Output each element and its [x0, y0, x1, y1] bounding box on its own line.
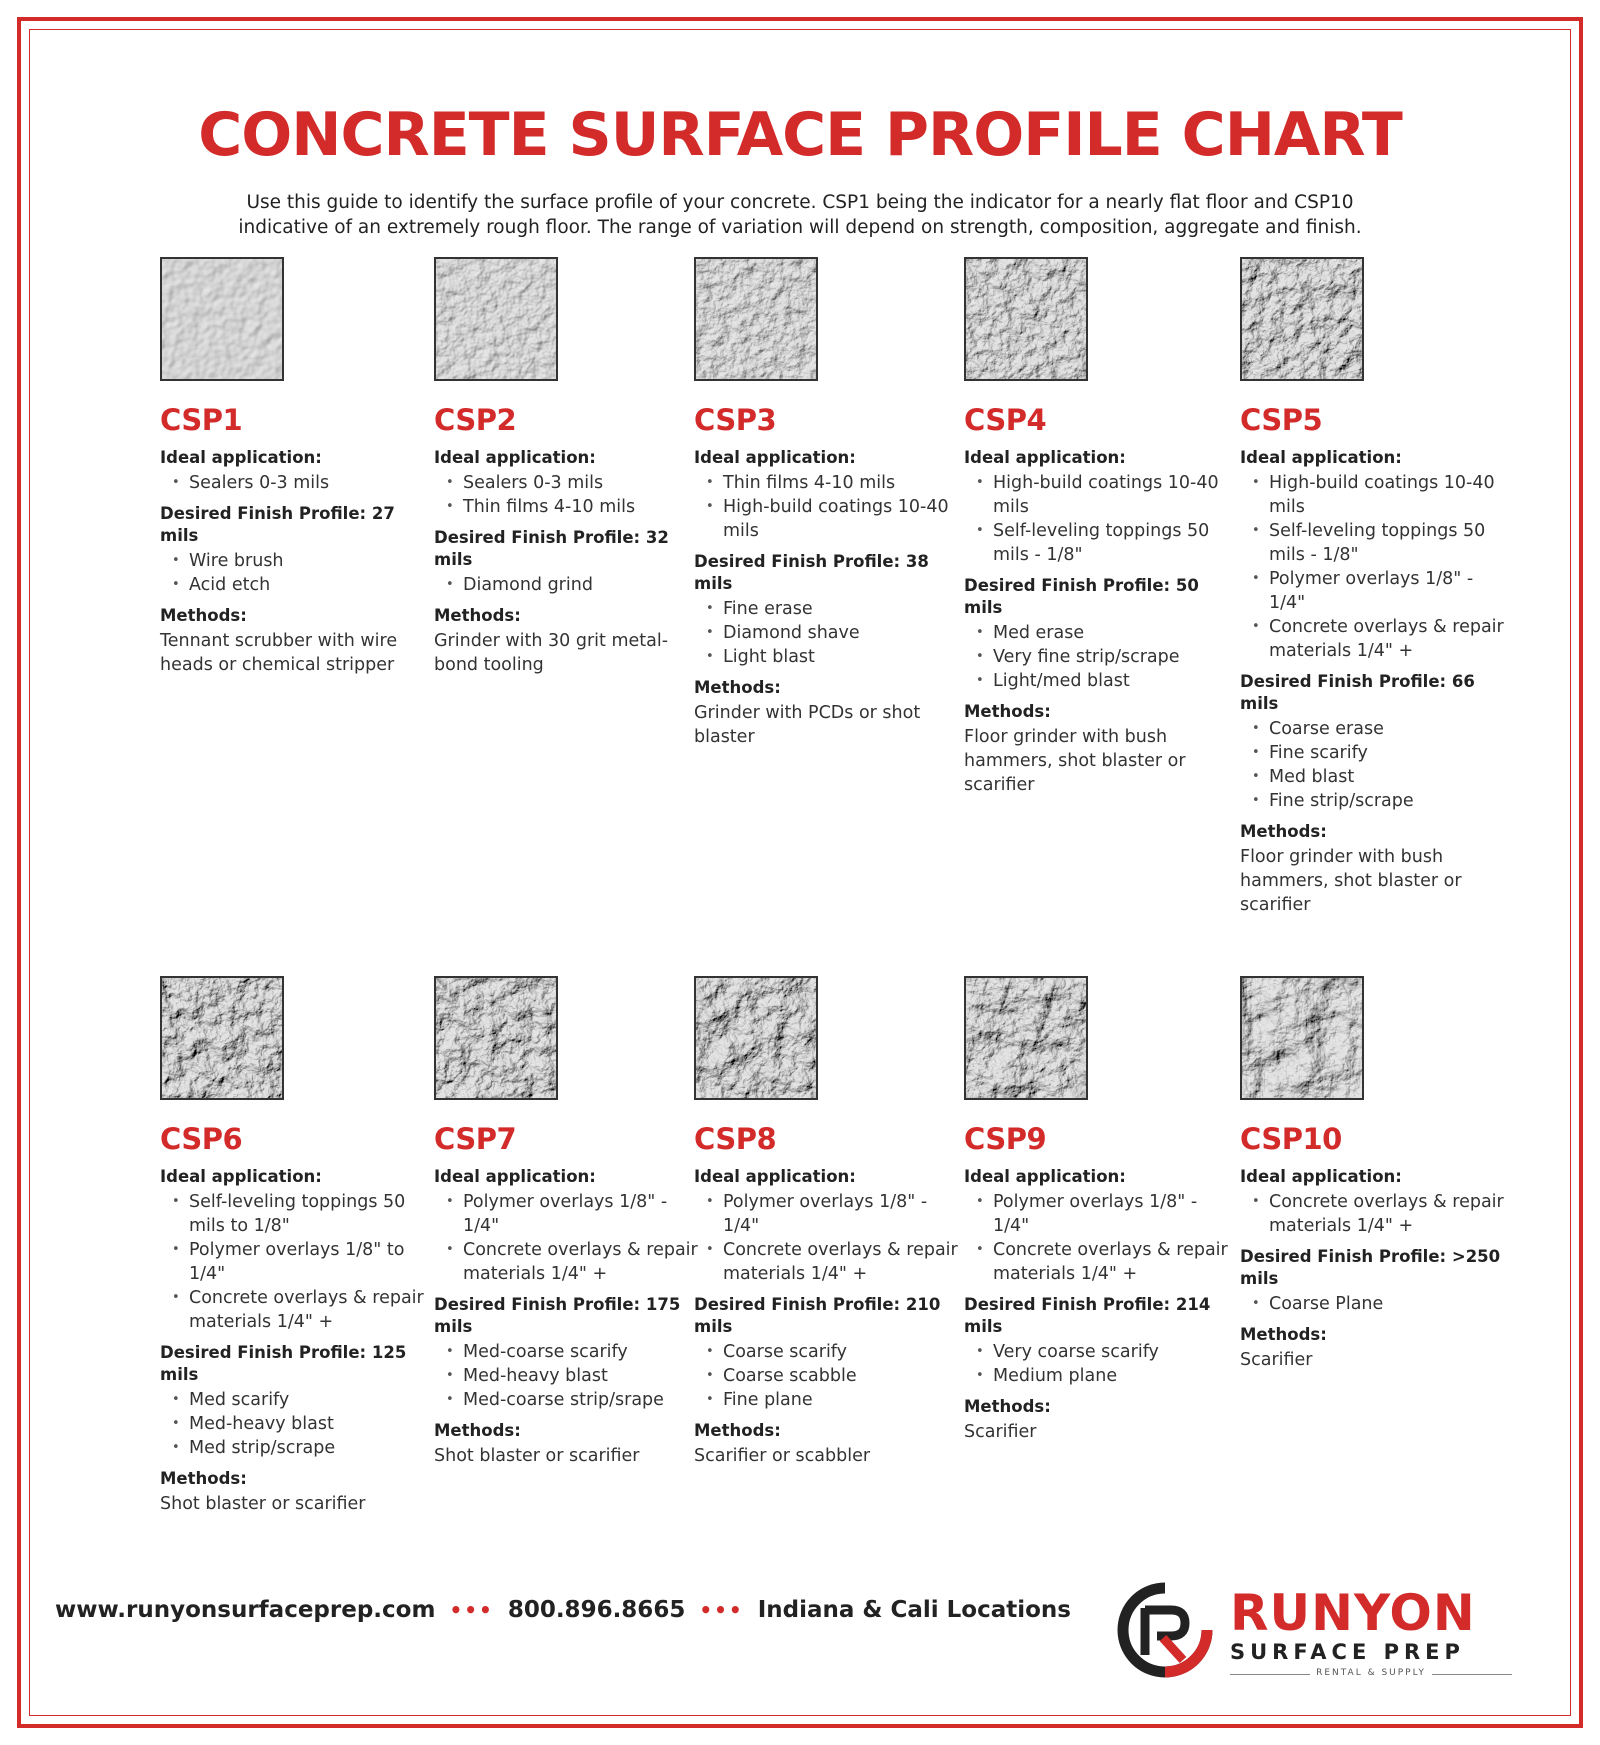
ideal-application-list [964, 1190, 1229, 1286]
desired-finish-profile-label: Desired Finish Profile: >250 mils [1240, 1247, 1501, 1288]
methods-label: Methods: [434, 1421, 521, 1440]
finish-method-item: • Acid etch [160, 573, 425, 597]
ideal-application-label: Ideal application: [1240, 448, 1402, 467]
desired-finish-profile-label: Desired Finish Profile: 214 mils [964, 1295, 1211, 1336]
logo-wordmark: RUNYON [1230, 1584, 1476, 1642]
ideal-application-item: • Self-leveling toppings 50 mils - 1/8" [964, 519, 1229, 567]
ideal-application-label: Ideal application: [1240, 1167, 1402, 1186]
finish-method-item: • Med-coarse strip/srape [434, 1388, 699, 1412]
ideal-application-list [694, 471, 959, 543]
profile-title: CSP3 [694, 403, 777, 437]
methods-text: Floor grinder with bush hammers, shot blaster or scarifier [1240, 847, 1462, 915]
desired-finish-profile-label: Desired Finish Profile: 210 mils [694, 1295, 941, 1336]
methods-text: Shot blaster or scarifier [160, 1494, 366, 1514]
ideal-application-list [1240, 471, 1510, 663]
desired-finish-profile-label: Desired Finish Profile: 50 mils [964, 576, 1199, 617]
footer-locations: Indiana & Cali Locations [757, 1597, 1071, 1623]
finish-method-item: • Light blast [694, 645, 959, 669]
finish-method-item: • Diamond grind [434, 573, 699, 597]
desired-finish-profile-label: Desired Finish Profile: 125 mils [160, 1343, 407, 1384]
finish-method-item: • Diamond shave [694, 621, 959, 645]
profile-title: CSP10 [1240, 1122, 1342, 1156]
subtitle-line-1: Use this guide to identify the surface profile of your concrete. CSP1 being the indicator for a nearly flat floor and CSP10 [246, 192, 1354, 213]
logo-tagline: RENTAL & SUPPLY [1230, 1668, 1512, 1678]
finish-method-item: • Medium plane [964, 1364, 1229, 1388]
footer-separator-2: ••• [699, 1598, 744, 1622]
finish-method-item: • Coarse scarify [694, 1340, 959, 1364]
methods-label: Methods: [1240, 822, 1327, 841]
profile-title: CSP7 [434, 1122, 517, 1156]
ideal-application-label: Ideal application: [964, 448, 1126, 467]
surface-sample-image [160, 976, 284, 1100]
ideal-application-item: • Concrete overlays & repair materials 1/4" + [694, 1238, 959, 1286]
finish-method-item: • Med-heavy blast [160, 1412, 425, 1436]
footer-contact [55, 1597, 1071, 1623]
finish-method-item: • Fine plane [694, 1388, 959, 1412]
ideal-application-item: • Concrete overlays & repair materials 1/4" + [1240, 1190, 1510, 1238]
ideal-application-item: • Sealers 0-3 mils [434, 471, 699, 495]
finish-method-item: • Coarse scabble [694, 1364, 959, 1388]
finish-method-list [160, 549, 425, 597]
methods-text: Grinder with PCDs or shot blaster [694, 703, 921, 747]
finish-method-list [964, 621, 1229, 693]
profile-card-csp5 [1240, 257, 1510, 917]
desired-finish-profile-label: Desired Finish Profile: 66 mils [1240, 672, 1475, 713]
profile-title: CSP1 [160, 403, 243, 437]
methods-text: Tennant scrubber with wire heads or chemical stripper [160, 631, 398, 675]
finish-method-list [694, 597, 959, 669]
ideal-application-item: • Thin films 4-10 mils [434, 495, 699, 519]
ideal-application-item: • Concrete overlays & repair materials 1/4" + [434, 1238, 699, 1286]
ideal-application-list [434, 1190, 699, 1286]
ideal-application-item: • Self-leveling toppings 50 mils - 1/8" [1240, 519, 1510, 567]
methods-text: Grinder with 30 grit metal-bond tooling [434, 631, 669, 675]
finish-method-item: • Fine erase [694, 597, 959, 621]
profile-card-csp1 [160, 257, 425, 677]
finish-method-list [434, 1340, 699, 1412]
surface-sample-image [964, 257, 1088, 381]
surface-sample-image [1240, 257, 1364, 381]
surface-sample-image [694, 257, 818, 381]
ideal-application-item: • Polymer overlays 1/8" - 1/4" [694, 1190, 959, 1238]
ideal-application-list [160, 1190, 425, 1334]
finish-method-item: • Very fine strip/scrape [964, 645, 1229, 669]
profile-card-csp9 [964, 976, 1229, 1444]
finish-method-item: • Med-heavy blast [434, 1364, 699, 1388]
runyon-emblem-icon [1115, 1580, 1215, 1680]
finish-method-item: • Med strip/scrape [160, 1436, 425, 1460]
methods-text: Scarifier [1240, 1350, 1313, 1370]
ideal-application-list [160, 471, 425, 495]
ideal-application-label: Ideal application: [160, 448, 322, 467]
profile-card-csp6 [160, 976, 425, 1516]
surface-sample-image [434, 257, 558, 381]
ideal-application-item: • Polymer overlays 1/8" - 1/4" [434, 1190, 699, 1238]
ideal-application-item: • Polymer overlays 1/8" - 1/4" [1240, 567, 1510, 615]
finish-method-item: • Coarse Plane [1240, 1292, 1510, 1316]
profile-card-csp10 [1240, 976, 1510, 1372]
profile-title: CSP2 [434, 403, 517, 437]
ideal-application-item: • Self-leveling toppings 50 mils to 1/8" [160, 1190, 425, 1238]
surface-sample-image [434, 976, 558, 1100]
finish-method-list [964, 1340, 1229, 1388]
surface-sample-image [1240, 976, 1364, 1100]
methods-label: Methods: [160, 606, 247, 625]
finish-method-item: • Med-coarse scarify [434, 1340, 699, 1364]
ideal-application-item: • Concrete overlays & repair materials 1/4" + [1240, 615, 1510, 663]
surface-sample-image [160, 257, 284, 381]
surface-sample-image [694, 976, 818, 1100]
methods-text: Scarifier or scabbler [694, 1446, 871, 1466]
finish-method-item: • Fine scarify [1240, 741, 1510, 765]
footer-separator-1: ••• [449, 1598, 494, 1622]
profile-card-csp8 [694, 976, 959, 1468]
finish-method-list [434, 573, 699, 597]
ideal-application-list [1240, 1190, 1510, 1238]
page-subtitle [150, 190, 1450, 240]
ideal-application-item: • Sealers 0-3 mils [160, 471, 425, 495]
page-title: CONCRETE SURFACE PROFILE CHART [198, 100, 1402, 170]
ideal-application-label: Ideal application: [434, 1167, 596, 1186]
surface-sample-image [964, 976, 1088, 1100]
logo-subtitle: SURFACE PREP [1230, 1640, 1465, 1664]
ideal-application-item: • Thin films 4-10 mils [694, 471, 959, 495]
methods-text: Shot blaster or scarifier [434, 1446, 640, 1466]
profile-title: CSP4 [964, 403, 1047, 437]
footer-phone[interactable]: 800.896.8665 [507, 1597, 686, 1623]
footer-website[interactable]: www.runyonsurfaceprep.com [55, 1597, 436, 1623]
ideal-application-list [694, 1190, 959, 1286]
finish-method-list [160, 1388, 425, 1460]
methods-label: Methods: [694, 678, 781, 697]
ideal-application-label: Ideal application: [964, 1167, 1126, 1186]
methods-label: Methods: [964, 702, 1051, 721]
profile-title: CSP5 [1240, 403, 1323, 437]
finish-method-item: • Med scarify [160, 1388, 425, 1412]
methods-label: Methods: [1240, 1325, 1327, 1344]
profile-card-csp4 [964, 257, 1229, 797]
finish-method-item: • Wire brush [160, 549, 425, 573]
finish-method-item: • Med erase [964, 621, 1229, 645]
ideal-application-label: Ideal application: [694, 448, 856, 467]
runyon-logo [1115, 1580, 1515, 1680]
ideal-application-item: • Concrete overlays & repair materials 1/4" + [160, 1286, 425, 1334]
ideal-application-label: Ideal application: [434, 448, 596, 467]
finish-method-item: • Very coarse scarify [964, 1340, 1229, 1364]
subtitle-line-2: indicative of an extremely rough floor. The range of variation will depend on strength, composition, aggregate and finish. [238, 217, 1362, 238]
ideal-application-item: • High-build coatings 10-40 mils [1240, 471, 1510, 519]
ideal-application-item: • High-build coatings 10-40 mils [694, 495, 959, 543]
ideal-application-item: • Polymer overlays 1/8" - 1/4" [964, 1190, 1229, 1238]
finish-method-item: • Coarse erase [1240, 717, 1510, 741]
ideal-application-item: • Concrete overlays & repair materials 1/4" + [964, 1238, 1229, 1286]
ideal-application-label: Ideal application: [160, 1167, 322, 1186]
finish-method-item: • Fine strip/scrape [1240, 789, 1510, 813]
profile-card-csp2 [434, 257, 699, 677]
desired-finish-profile-label: Desired Finish Profile: 32 mils [434, 528, 669, 569]
finish-method-list [1240, 1292, 1510, 1316]
profile-card-csp3 [694, 257, 959, 749]
finish-method-item: • Light/med blast [964, 669, 1229, 693]
methods-label: Methods: [434, 606, 521, 625]
desired-finish-profile-label: Desired Finish Profile: 27 mils [160, 504, 395, 545]
methods-text: Floor grinder with bush hammers, shot blaster or scarifier [964, 727, 1186, 795]
ideal-application-label: Ideal application: [694, 1167, 856, 1186]
profile-title: CSP6 [160, 1122, 243, 1156]
desired-finish-profile-label: Desired Finish Profile: 175 mils [434, 1295, 681, 1336]
methods-label: Methods: [964, 1397, 1051, 1416]
profile-title: CSP9 [964, 1122, 1047, 1156]
profile-title: CSP8 [694, 1122, 777, 1156]
methods-text: Scarifier [964, 1422, 1037, 1442]
ideal-application-item: • Polymer overlays 1/8" to 1/4" [160, 1238, 425, 1286]
methods-label: Methods: [694, 1421, 781, 1440]
profile-card-csp7 [434, 976, 699, 1468]
ideal-application-item: • High-build coatings 10-40 mils [964, 471, 1229, 519]
ideal-application-list [434, 471, 699, 519]
methods-label: Methods: [160, 1469, 247, 1488]
finish-method-list [694, 1340, 959, 1412]
ideal-application-list [964, 471, 1229, 567]
desired-finish-profile-label: Desired Finish Profile: 38 mils [694, 552, 929, 593]
finish-method-item: • Med blast [1240, 765, 1510, 789]
finish-method-list [1240, 717, 1510, 813]
